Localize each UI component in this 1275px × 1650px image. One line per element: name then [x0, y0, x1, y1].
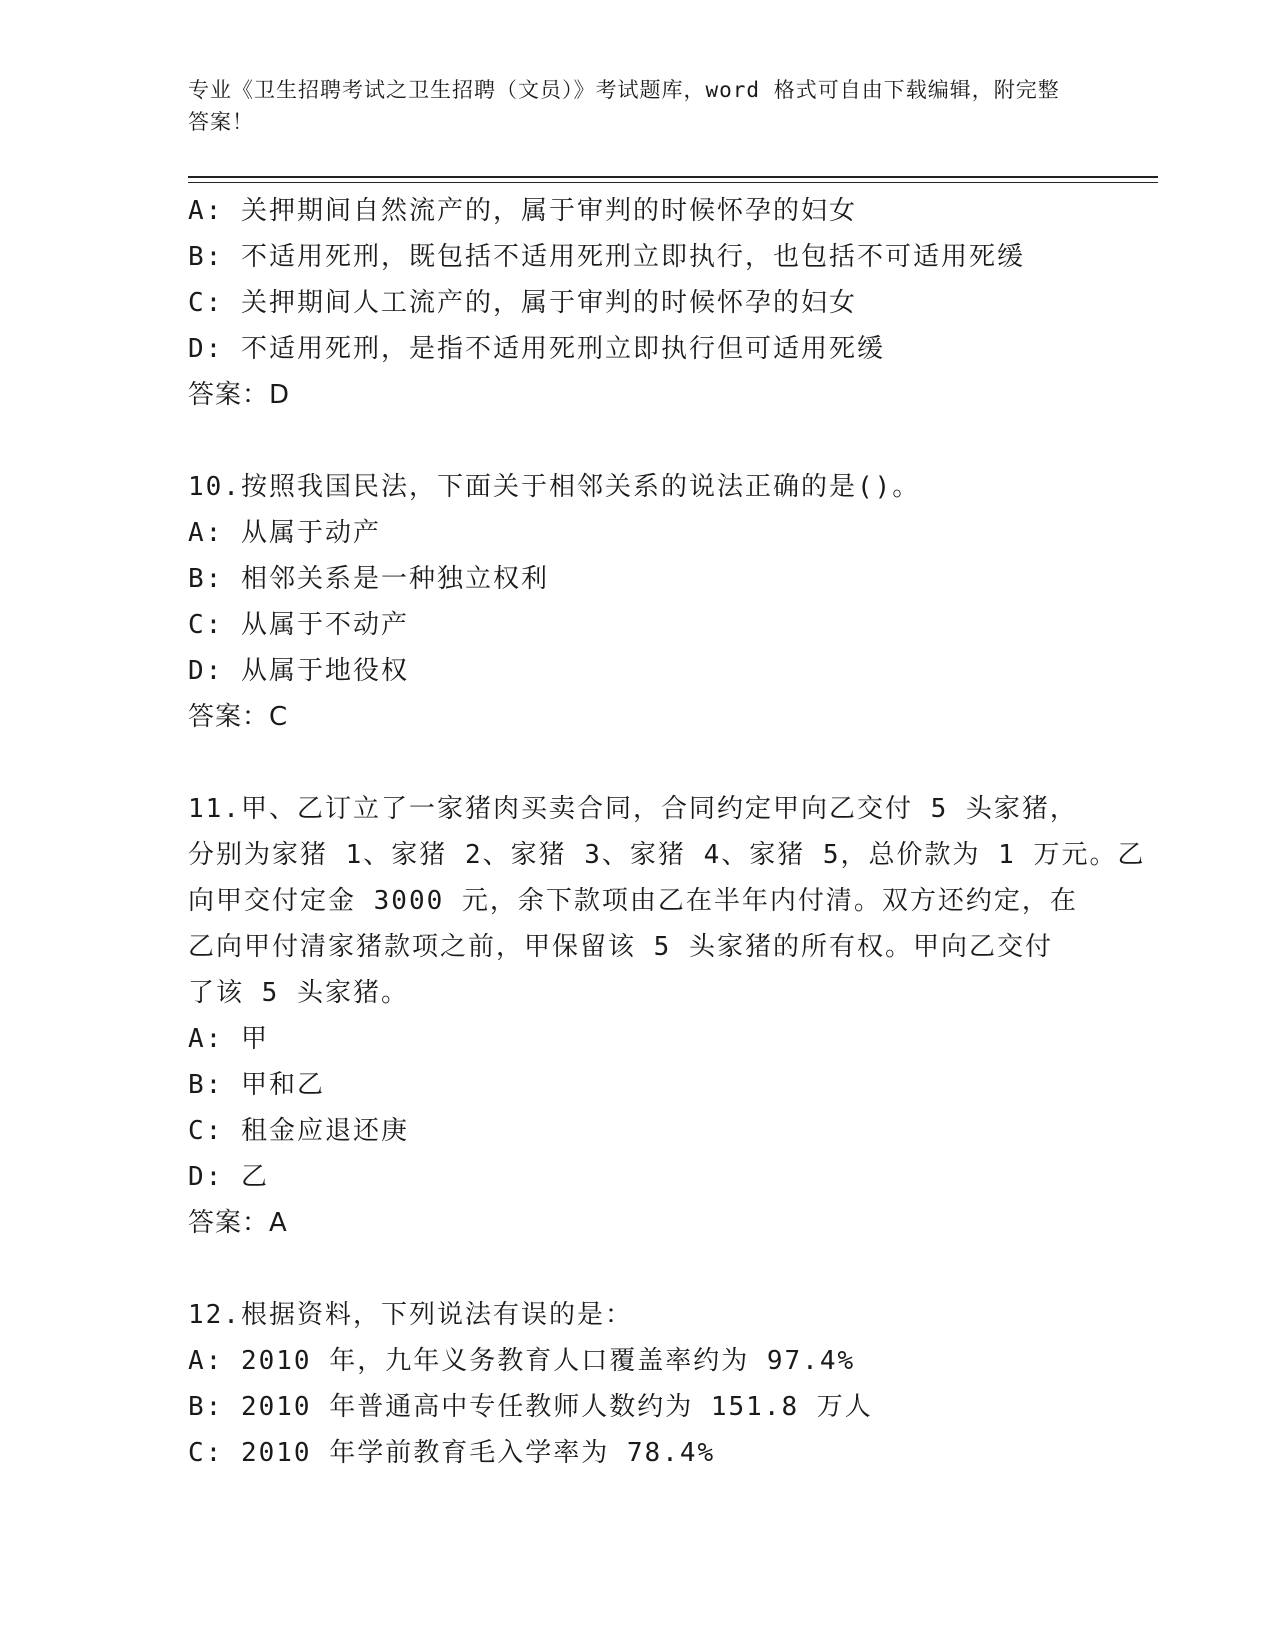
answer-line: 答案：C — [188, 702, 289, 732]
option-a: A: 甲 — [188, 1024, 269, 1054]
option-c: C: 关押期间人工流产的，属于审判的时候怀孕的妇女 — [188, 288, 857, 318]
spacer — [188, 418, 1088, 464]
option-c: C: 租金应退还庚 — [188, 1116, 409, 1146]
spacer — [188, 740, 1088, 786]
option-c: C: 2010 年学前教育毛入学率为 78.4% — [188, 1438, 716, 1468]
question-stem: 12.根据资料，下列说法有误的是： — [188, 1300, 633, 1330]
question-stem-line-3: 向甲交付定金 3000 元，余下款项由乙在半年内付清。双方还约定，在 — [188, 886, 1078, 916]
option-d: D: 不适用死刑，是指不适用死刑立即执行但可适用死缓 — [188, 334, 885, 364]
answer-line: 答案：A — [188, 1208, 288, 1238]
option-a: A: 关押期间自然流产的，属于审判的时候怀孕的妇女 — [188, 196, 857, 226]
question-block-11 — [188, 786, 1146, 1246]
option-c: C: 从属于不动产 — [188, 610, 409, 640]
option-d: D: 从属于地役权 — [188, 656, 409, 686]
option-a: A: 2010 年，九年义务教育人口覆盖率约为 97.4% — [188, 1346, 856, 1376]
question-stem-line-2: 分别为家猪 1、家猪 2、家猪 3、家猪 4、家猪 5，总价款为 1 万元。乙 — [188, 840, 1146, 870]
option-a: A: 从属于动产 — [188, 518, 381, 548]
question-list — [188, 188, 1146, 1476]
header-divider-top — [188, 176, 1158, 178]
question-block-10 — [188, 464, 1088, 740]
question-stem-line-1: 11.甲、乙订立了一家猪肉买卖合同，合同约定甲向乙交付 5 头家猪， — [188, 794, 1078, 824]
question-stem: 10.按照我国民法，下面关于相邻关系的说法正确的是()。 — [188, 472, 921, 502]
option-d: D: 乙 — [188, 1162, 269, 1192]
question-stem-line-5: 了该 5 头家猪。 — [188, 978, 409, 1008]
question-block-continued — [188, 188, 1088, 418]
spacer — [188, 1246, 1088, 1292]
option-b: B: 不适用死刑，既包括不适用死刑立即执行，也包括不可适用死缓 — [188, 242, 1025, 272]
option-b: B: 2010 年普通高中专任教师人数约为 151.8 万人 — [188, 1392, 873, 1422]
question-stem-line-4: 乙向甲付清家猪款项之前，甲保留该 5 头家猪的所有权。甲向乙交付 — [188, 932, 1053, 962]
option-b: B: 相邻关系是一种独立权利 — [188, 564, 549, 594]
header-divider-bottom — [188, 182, 1158, 183]
option-b: B: 甲和乙 — [188, 1070, 325, 1100]
answer-line: 答案：D — [188, 380, 291, 410]
document-header: 专业《卫生招聘考试之卫生招聘（文员）》考试题库，word 格式可自由下载编辑，附完整答案！ — [188, 78, 1060, 134]
question-block-12 — [188, 1292, 1088, 1476]
